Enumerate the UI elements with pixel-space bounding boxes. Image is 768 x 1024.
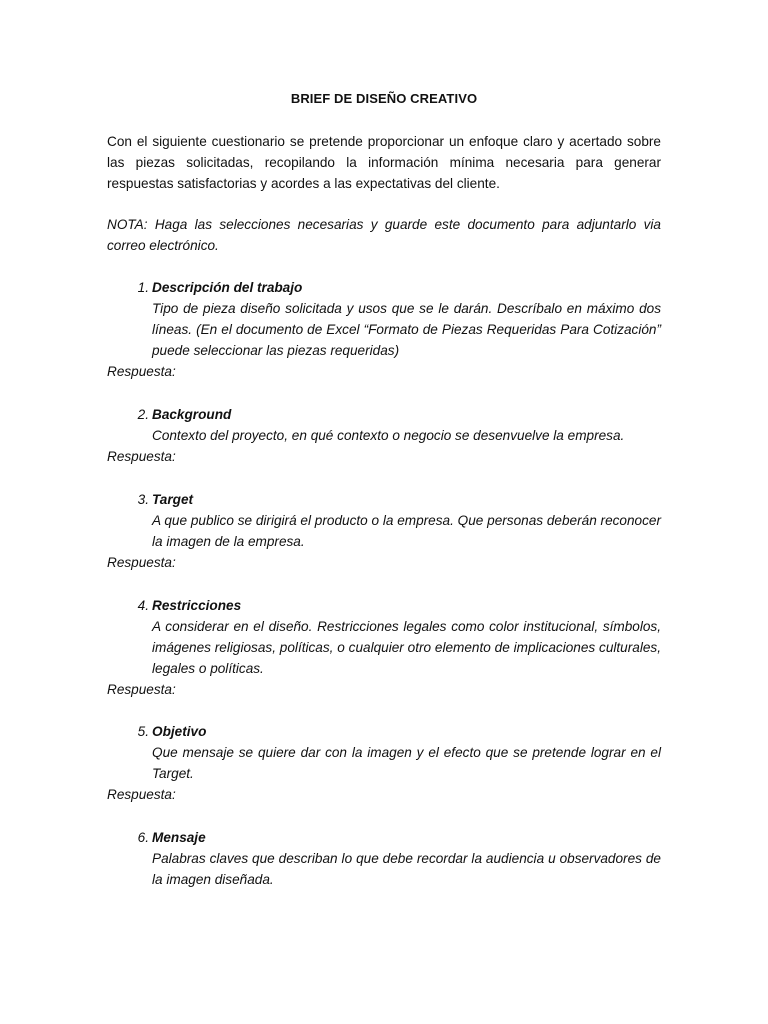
question-title: Descripción del trabajo [152,280,303,295]
answer-field[interactable]: Respuesta: [107,364,176,379]
question-description: Tipo de pieza diseño solicitada y usos que se le darán. Descríbalo en máximo dos líneas. (En el documento de Excel “Formato de Piezas Requeridas Para Cotización” puede seleccionar las piezas requeridas) [152,301,661,358]
question-heading [107,827,661,848]
question-heading [107,595,661,616]
question-heading [107,721,661,742]
question-title: Restricciones [152,598,242,613]
answer-field[interactable]: Respuesta: [107,787,176,802]
question-description: Que mensaje se quiere dar con la imagen y el efecto que se pretende lograr en el Target. [152,745,661,781]
question-number: 4. [137,598,149,613]
intro-paragraph: Con el siguiente cuestionario se pretende proporcionar un enfoque claro y acertado sobre las piezas solicitadas, recopilando la información mínima necesaria para generar respuestas satisfactorias y acordes a las expectativas del cliente. [107,134,661,191]
answer-field[interactable]: Respuesta: [107,682,176,697]
document-title: BRIEF DE DISEÑO CREATIVO [290,91,478,106]
question-title: Objetivo [152,724,207,739]
question-title: Target [152,492,194,507]
question-number: 6. [137,830,149,845]
question-description: Palabras claves que describan lo que debe recordar la audiencia u observadores de la imagen diseñada. [152,851,661,887]
question-title: Mensaje [152,830,206,845]
answer-field[interactable]: Respuesta: [107,555,176,570]
question-heading [107,489,661,510]
answer-field[interactable]: Respuesta: [107,449,176,464]
question-title: Background [152,407,232,422]
question-item [107,404,661,467]
question-item [107,595,661,700]
question-heading [107,277,661,298]
question-number: 5. [137,724,149,739]
question-description: A que publico se dirigirá el producto o la empresa. Que personas deberán reconocer la imagen de la empresa. [152,513,661,549]
question-item [107,827,661,890]
question-number: 2. [137,407,149,422]
question-description: Contexto del proyecto, en qué contexto o negocio se desenvuelve la empresa. [152,428,625,443]
question-item [107,277,661,382]
question-heading [107,404,661,425]
question-number: 3. [137,492,149,507]
question-number: 1. [137,280,149,295]
note-paragraph: NOTA: Haga las selecciones necesarias y guarde este documento para adjuntarlo via correo electrónico. [107,217,661,253]
question-item [107,489,661,573]
question-description: A considerar en el diseño. Restricciones legales como color institucional, símbolos, imágenes religiosas, políticas, o cualquier otro elemento de implicaciones culturales, legales o políticas. [152,619,661,676]
question-item [107,721,661,805]
